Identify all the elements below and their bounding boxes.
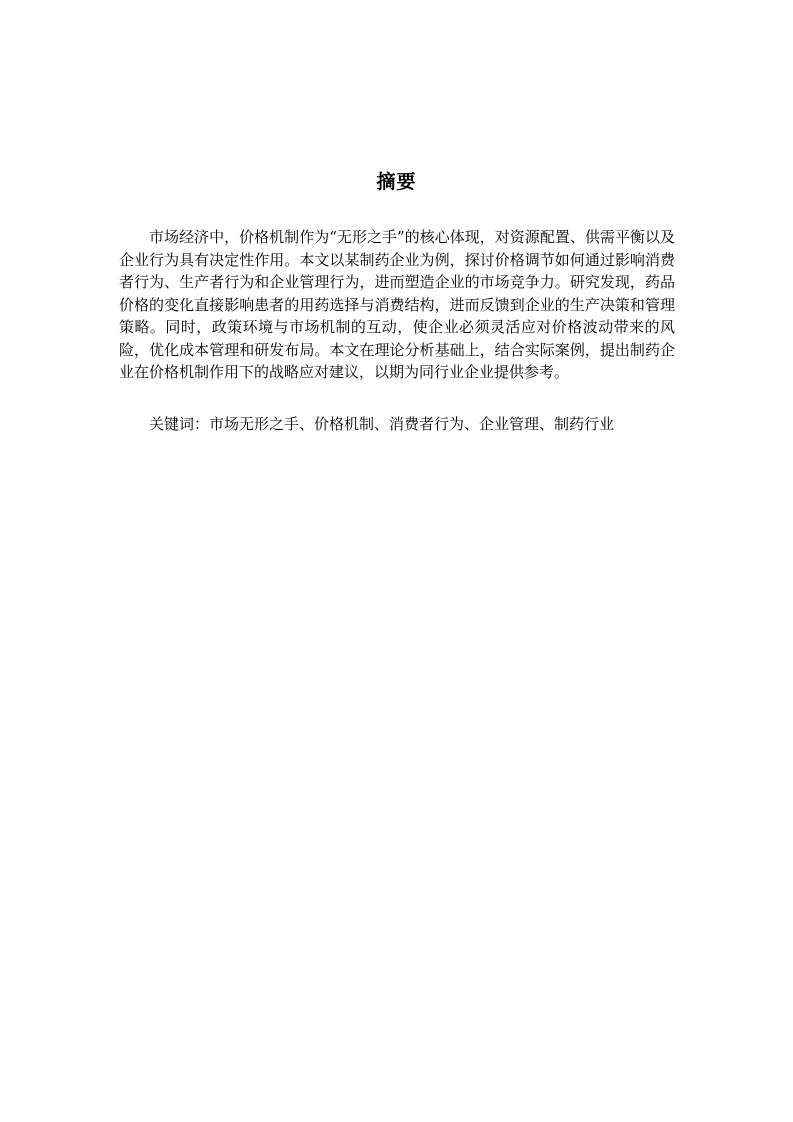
keywords-label: 关键词： — [149, 415, 210, 433]
keywords-line — [119, 413, 675, 436]
page-title: 摘要 — [376, 171, 417, 193]
keywords-text: 市场无形之手、价格机制、消费者行为、企业管理、制药行业 — [209, 415, 615, 433]
abstract-paragraph: 市场经济中，价格机制作为“无形之手”的核心体现，对资源配置、供需平衡以及企业行为具有决定性作用。本文以某制药企业为例，探讨价格调节如何通过影响消费者行为、生产者行为和企业管理行为，进而塑造企业的市场竞争力。研究发现，药品价格的变化直接影响患者的用药选择与消费结构，进而反馈到企业的生产决策和管理策略。同时，政策环境与市场机制的互动，使企业必须灵活应对价格波动带来的风险，优化成本管理和研发布局。本文在理论分析基础上，结合实际案例，提出制药企业在价格机制作用下的战略应对建议，以期为同行业企业提供参考。 — [119, 228, 675, 381]
